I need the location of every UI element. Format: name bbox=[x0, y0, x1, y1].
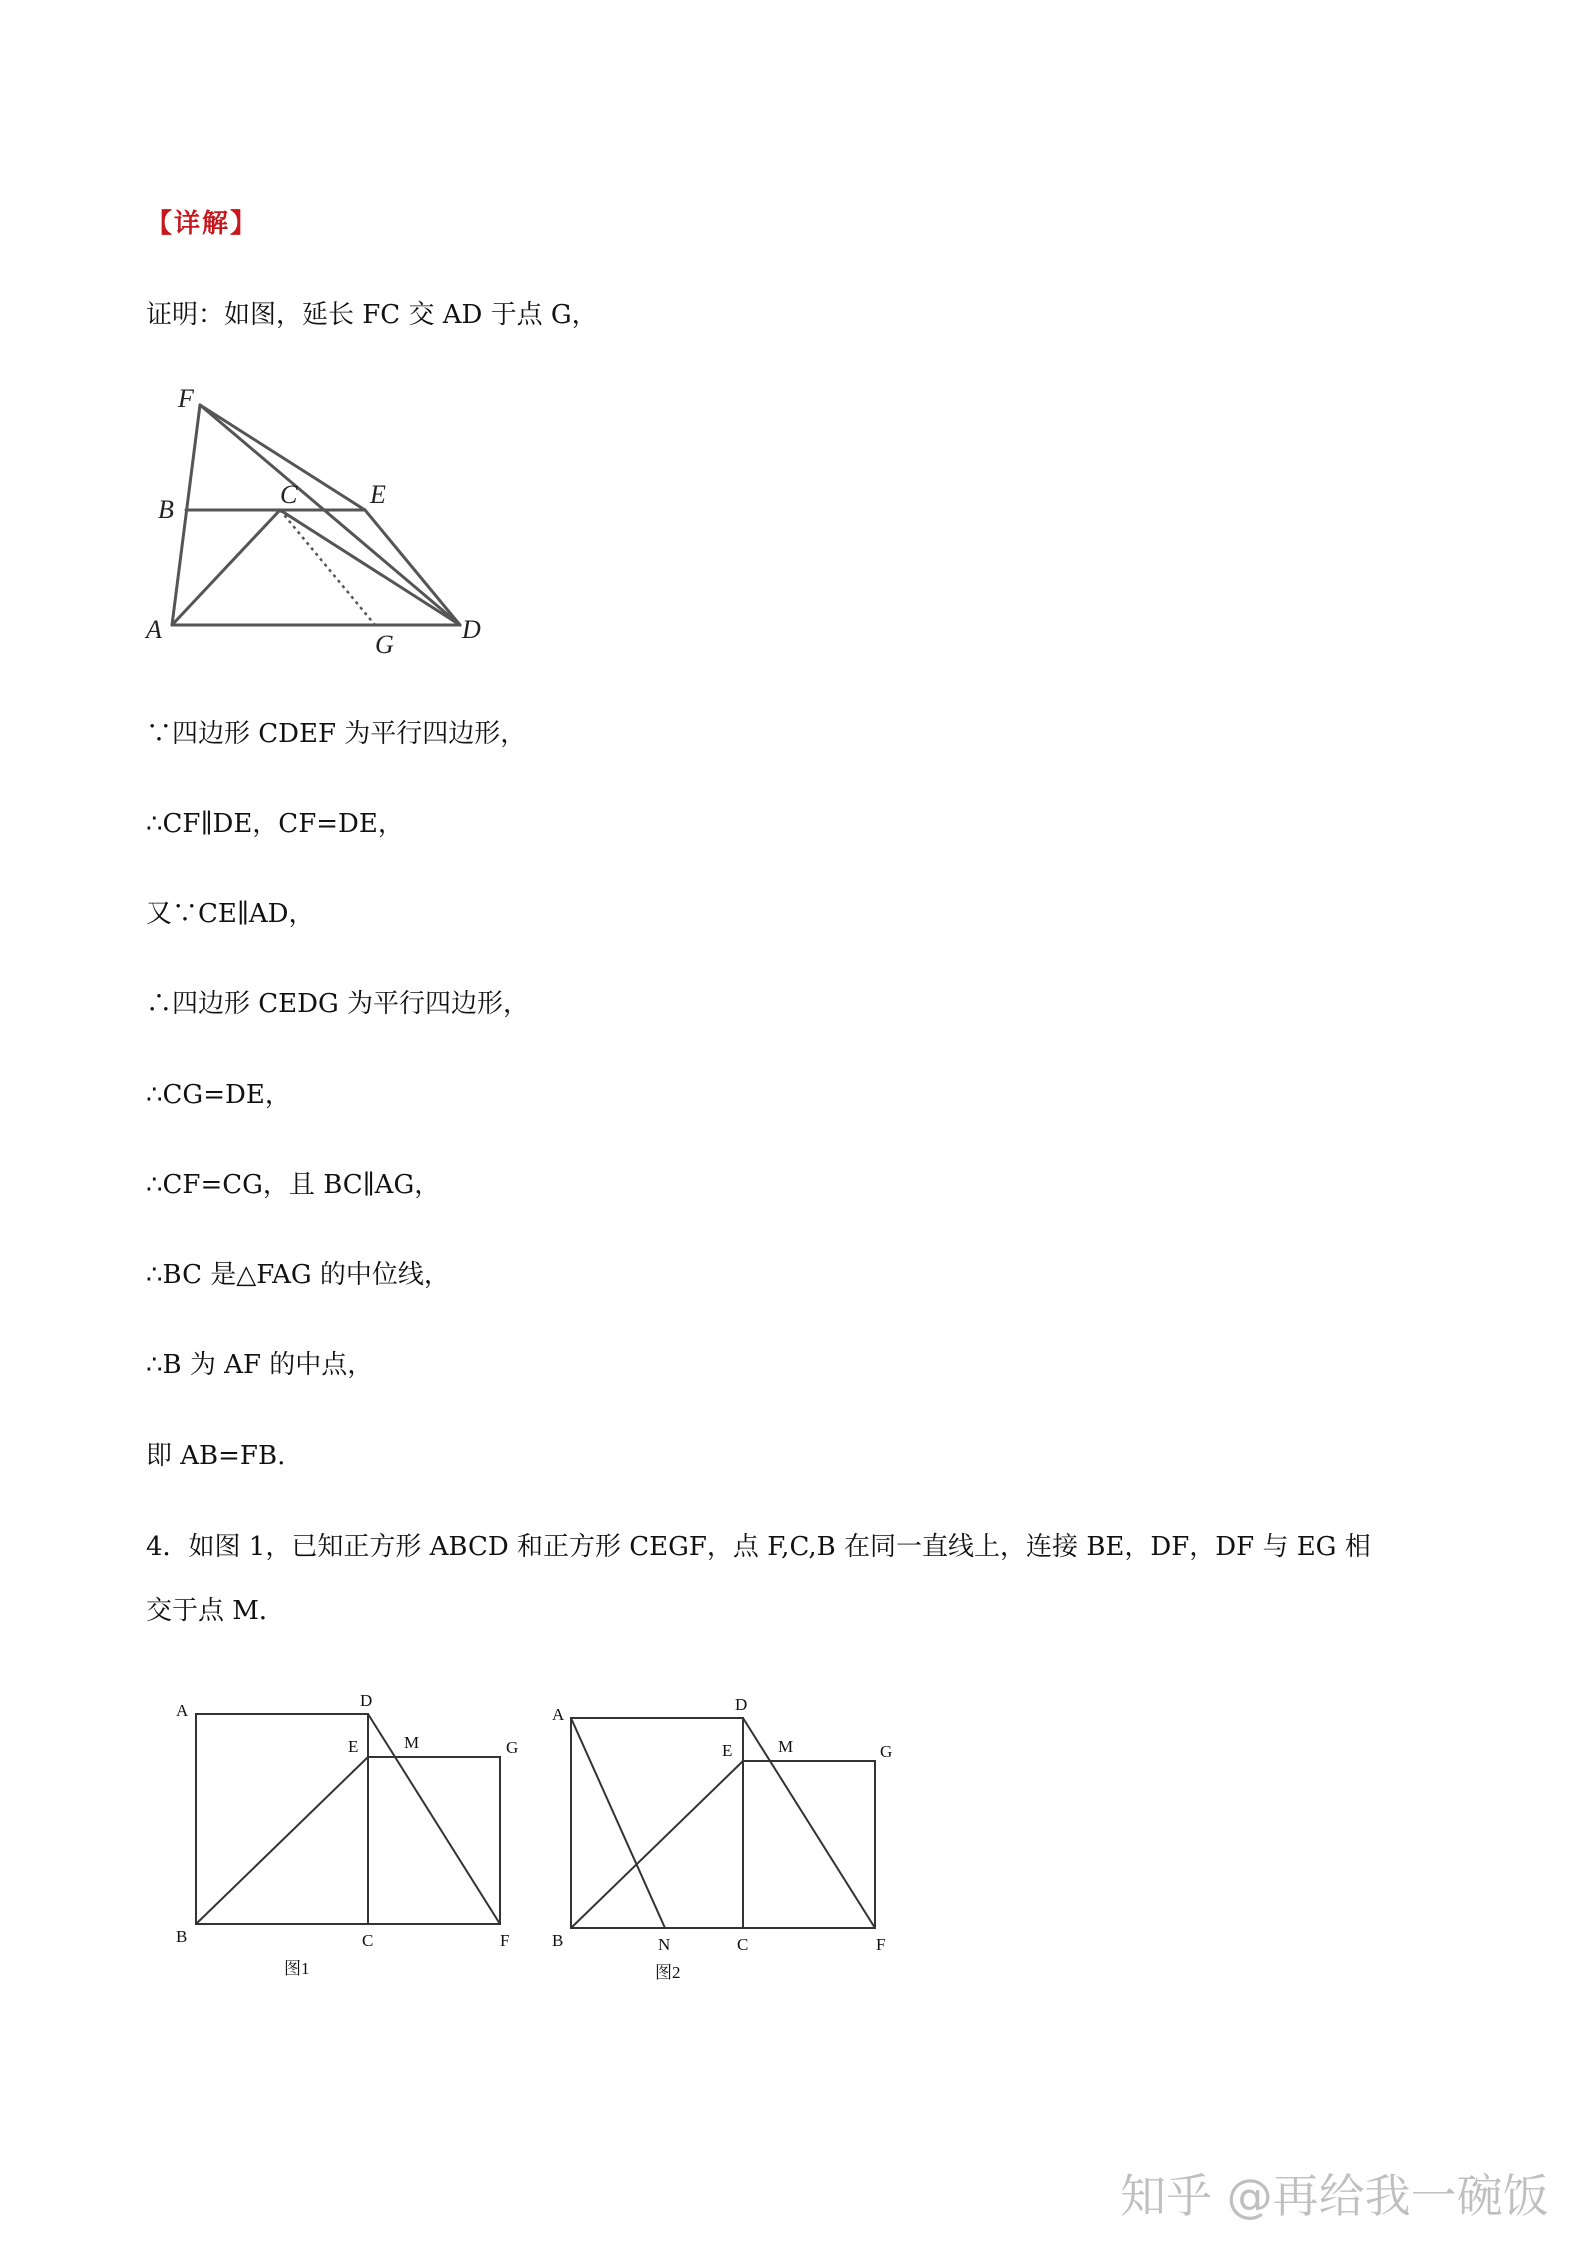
fig2-label-A: A bbox=[552, 1705, 565, 1724]
segment-DF-2 bbox=[743, 1718, 875, 1928]
fig2-label-N: N bbox=[658, 1935, 671, 1954]
proof-line-6: ∴CF=CG，且 BC∥AG， bbox=[146, 1170, 441, 1200]
fig2-label-G: G bbox=[880, 1742, 893, 1761]
square-ABCD-2 bbox=[571, 1718, 743, 1928]
fig2-label-E: E bbox=[722, 1741, 733, 1760]
segment-ED bbox=[365, 510, 460, 625]
segment-AN-2 bbox=[571, 1718, 665, 1928]
square-ABCD bbox=[196, 1714, 368, 1924]
segment-CG-dotted bbox=[280, 510, 375, 625]
label-G: G bbox=[375, 630, 394, 659]
fig2-label-F: F bbox=[876, 1935, 886, 1954]
segment-FD bbox=[200, 405, 460, 625]
fig2-label-M: M bbox=[778, 1737, 794, 1756]
fig2-caption: 图2 bbox=[655, 1963, 681, 1982]
fig2-label-D: D bbox=[735, 1695, 748, 1714]
square-CEGF bbox=[368, 1757, 500, 1924]
segment-BE-2 bbox=[571, 1761, 743, 1928]
square-CEGF-2 bbox=[743, 1761, 875, 1928]
fig2-label-B: B bbox=[552, 1931, 564, 1950]
fig1-label-A: A bbox=[176, 1701, 189, 1720]
label-D: D bbox=[462, 615, 481, 644]
proof-line-4: ∴四边形 CEDG 为平行四边形， bbox=[146, 989, 530, 1019]
proof-line-3: 又∵CE∥AD， bbox=[146, 899, 315, 929]
fig1-label-F: F bbox=[500, 1931, 510, 1950]
fig1-label-G: G bbox=[506, 1738, 519, 1757]
geometry-figure-quadrilateral bbox=[140, 385, 500, 665]
label-A: A bbox=[146, 615, 162, 644]
geometry-figure-squares bbox=[160, 1680, 920, 1982]
question-line-2: 交于点 M． bbox=[146, 1596, 285, 1626]
proof-line-9: 即 AB=FB. bbox=[146, 1441, 286, 1471]
segment-DF bbox=[368, 1714, 500, 1924]
label-F: F bbox=[178, 384, 194, 413]
segment-FA bbox=[172, 405, 200, 625]
proof-line-7: ∴BC 是△FAG 的中位线， bbox=[146, 1260, 450, 1290]
proof-line-1: ∵四边形 CDEF 为平行四边形， bbox=[146, 719, 527, 749]
segment-CA bbox=[172, 510, 280, 625]
proof-line-2: ∴CF∥DE，CF=DE， bbox=[146, 809, 404, 839]
section-heading: 【详解】 bbox=[146, 209, 259, 239]
label-B: B bbox=[158, 495, 174, 524]
fig1-label-C: C bbox=[362, 1931, 374, 1950]
fig1-caption: 图1 bbox=[284, 1959, 310, 1978]
label-E: E bbox=[370, 480, 386, 509]
watermark-text: 知乎 @再给我一碗饭 bbox=[1120, 2169, 1549, 2223]
fig1-label-B: B bbox=[176, 1927, 188, 1946]
proof-intro: 证明：如图，延长 FC 交 AD 于点 G， bbox=[146, 300, 598, 330]
segment-CD bbox=[280, 510, 460, 625]
fig2-label-C: C bbox=[737, 1935, 749, 1954]
fig1-label-M: M bbox=[404, 1733, 420, 1752]
fig1-label-D: D bbox=[360, 1691, 373, 1710]
question-line-1: 4．如图 1，已知正方形 ABCD 和正方形 CEGF，点 F,C,B 在同一直线上，连接 BE，DF，DF 与 EG 相 bbox=[146, 1532, 1371, 1562]
proof-line-8: ∴B 为 AF 的中点， bbox=[146, 1350, 374, 1380]
proof-line-5: ∴CG=DE， bbox=[146, 1080, 291, 1110]
label-C: C bbox=[280, 480, 298, 509]
segment-BE bbox=[196, 1757, 368, 1924]
fig1-label-E: E bbox=[348, 1737, 359, 1756]
